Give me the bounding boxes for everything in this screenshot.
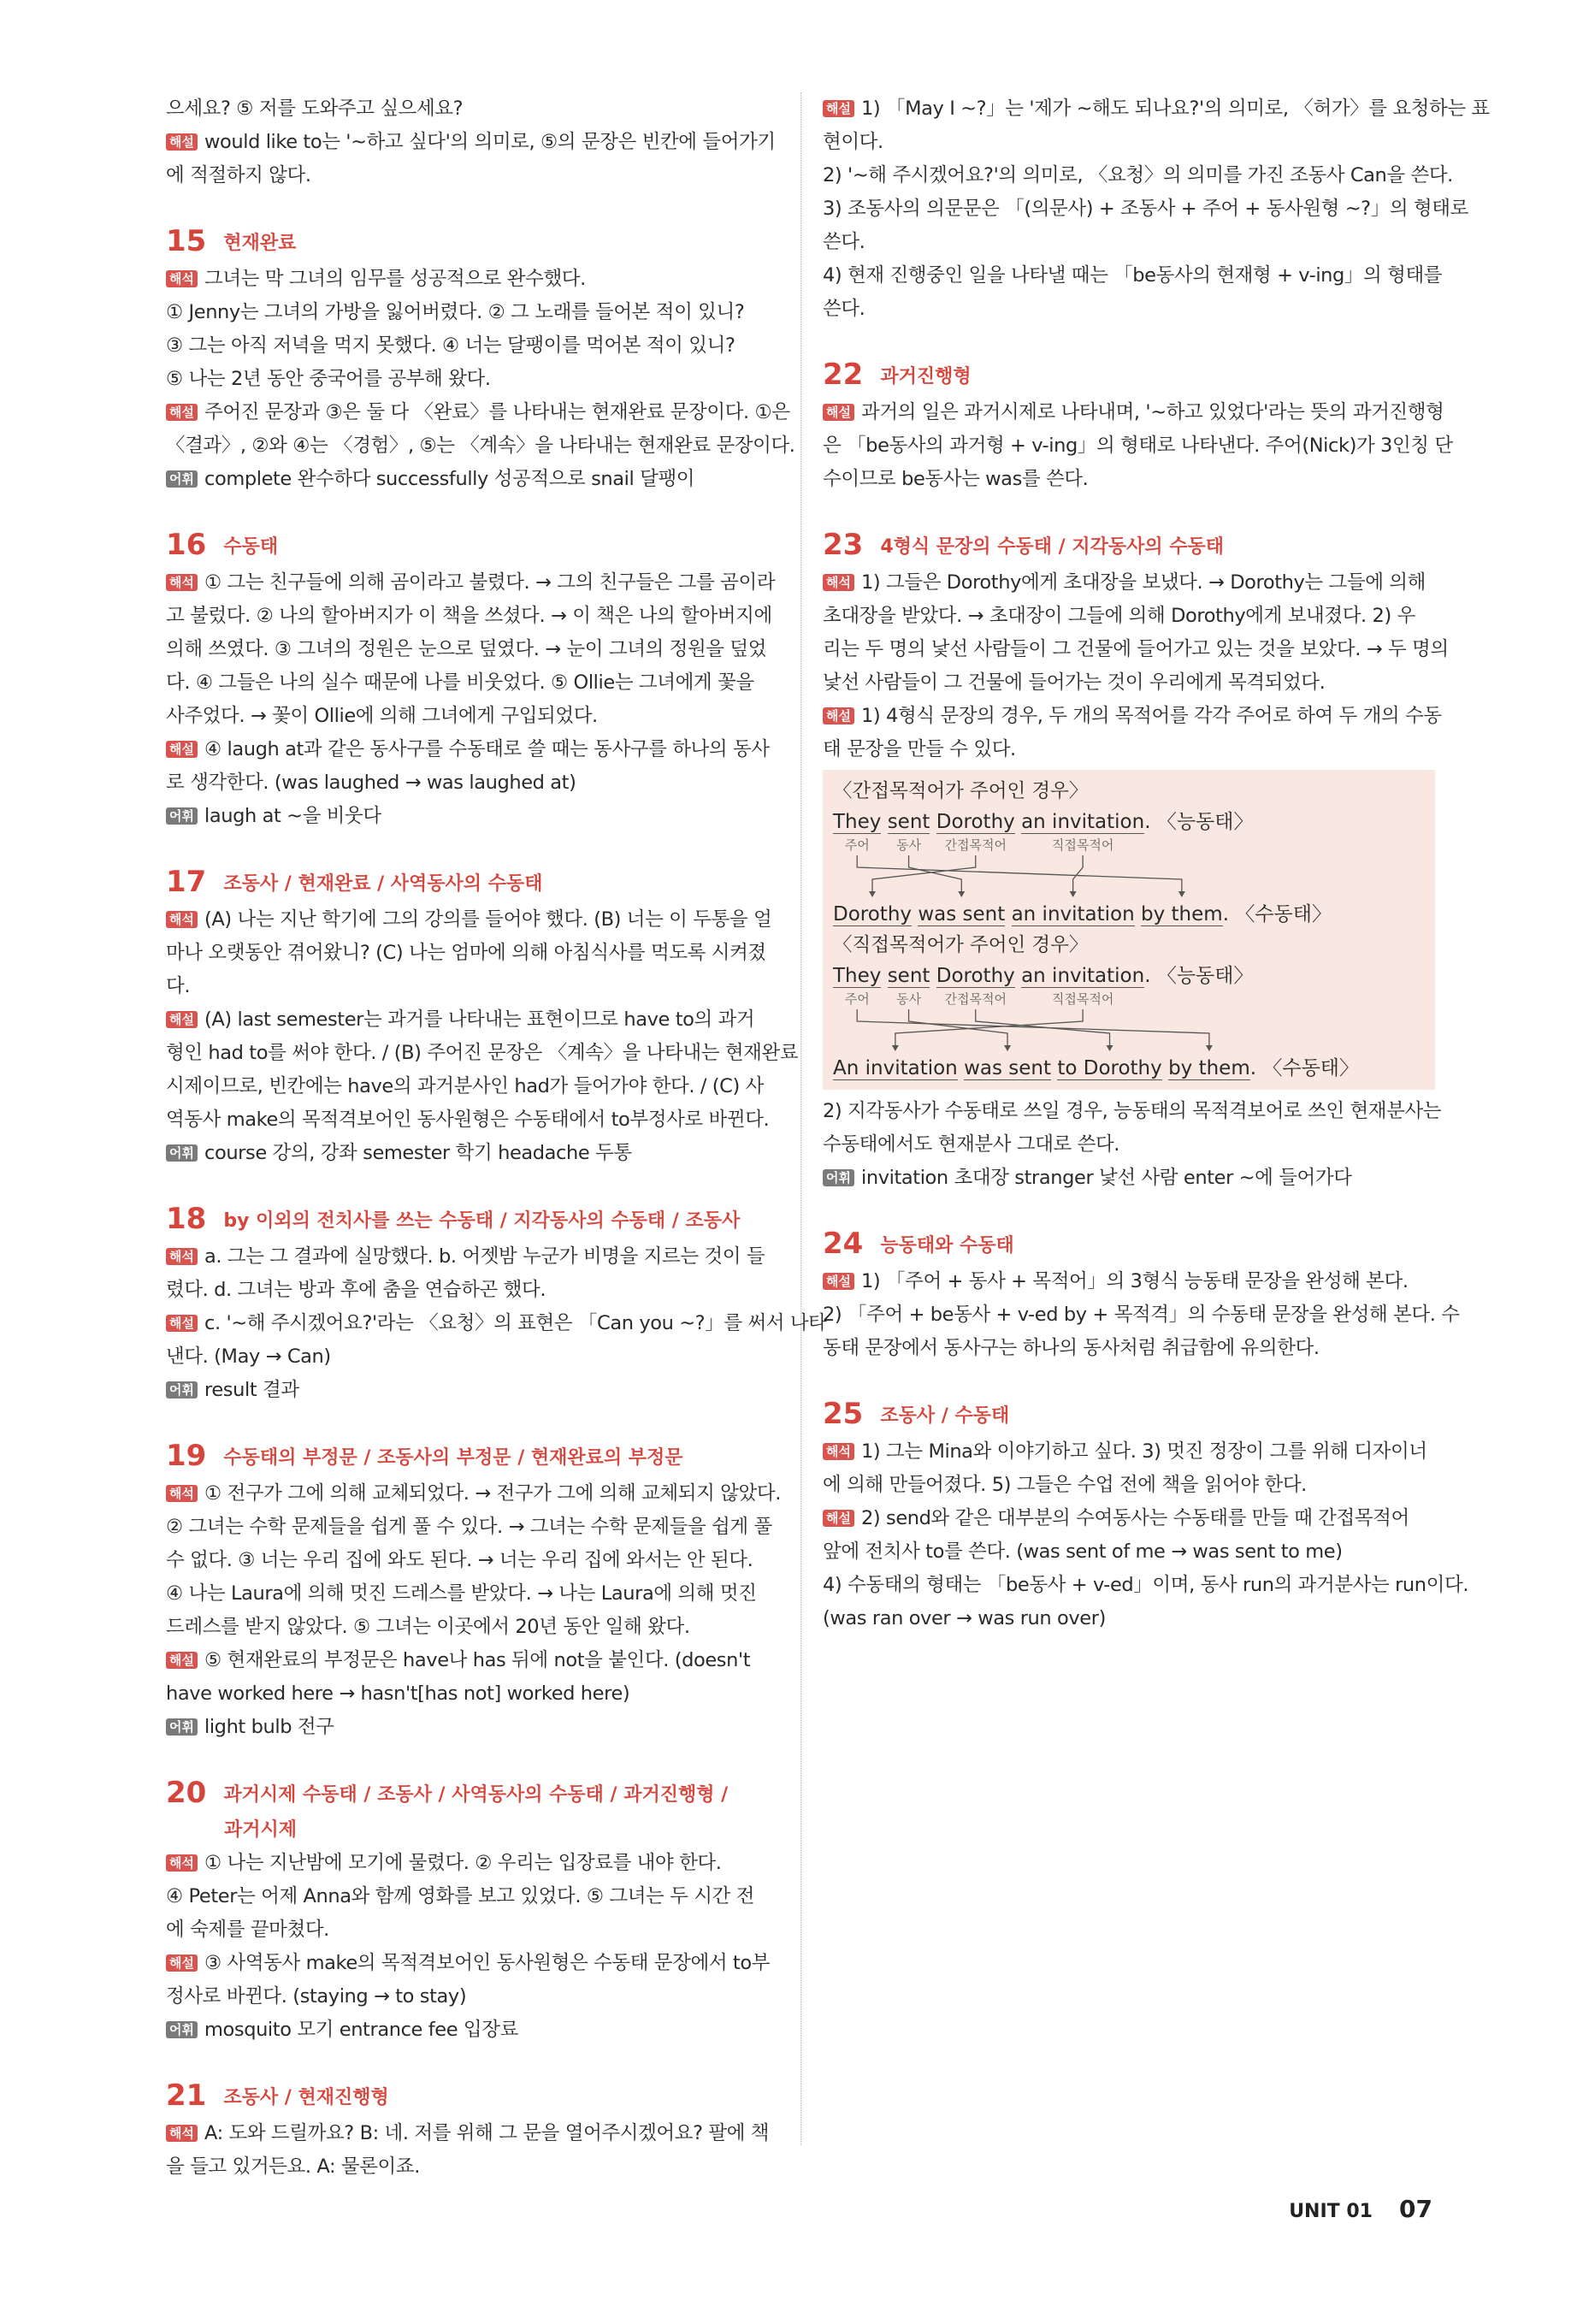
text-line [166, 1611, 780, 1644]
line-text: invitation 초대장 stranger 낯선 사람 enter ~에 들어가다 [860, 1167, 1352, 1189]
label-tag: 해석 [166, 1854, 198, 1872]
line-text: 로 생각한다. (was laughed → was laughed at) [166, 772, 576, 794]
arrow-head [1070, 891, 1077, 897]
line-text: A: 도와 드릴까요? B: 네. 저를 위해 그 문을 열어주시겠어요? 팔에 책 [204, 2122, 770, 2144]
text-line [823, 1332, 1435, 1365]
line-text: 2) 지각동사가 수동태로 쓰일 경우, 능동태의 목적격보어로 쓰인 현재분사는 [823, 1100, 1442, 1122]
text-line [166, 1003, 780, 1037]
question-number: 20 [166, 1776, 207, 1810]
section-topic: 조동사 / 현재진행형 [223, 2087, 389, 2108]
line-text: 낯선 사람들이 그 건물에 들어가는 것이 우리에게 목격되었다. [823, 671, 1326, 694]
answer-section [166, 1197, 827, 1407]
text-line [166, 1240, 780, 1274]
text-line [166, 766, 780, 800]
text-line [166, 1947, 780, 1980]
sentence-word: by them [1141, 903, 1223, 925]
vocab-tag: 어휘 [166, 470, 198, 488]
voice-label: . 〈능동태〉 [1144, 965, 1254, 987]
arrow-head [869, 891, 876, 897]
text-line [823, 633, 1449, 666]
line-text: 수동태에서도 현재분사 그대로 쓴다. [823, 1133, 1120, 1156]
text-line [166, 296, 780, 329]
line-text: have worked here → hasn't[has not] worked here) [166, 1682, 630, 1705]
label-tag: 해설 [166, 741, 198, 758]
line-text: 수이므로 be동사는 was를 쓴다. [823, 468, 1089, 490]
section-header [823, 523, 1435, 566]
role-label: 직접목적어 [1051, 991, 1114, 1007]
label-tag: 해석 [823, 574, 854, 591]
text-line [823, 733, 1435, 766]
answer-section [166, 2074, 780, 2184]
label-tag: 해설 [823, 1273, 854, 1290]
section-header [823, 1393, 1435, 1435]
page-number: 07 [1399, 2195, 1432, 2223]
label-tag: 해설 [166, 1011, 198, 1028]
line-text: 리는 두 명의 낯선 사람들이 그 건물에 들어가고 있는 것을 보았다. → 두 명의 [823, 638, 1449, 660]
label-tag: 해설 [823, 100, 854, 117]
question-number: 22 [823, 358, 864, 392]
vocab-tag: 어휘 [166, 1718, 198, 1736]
section-header [166, 220, 780, 263]
sentence-word: Dorothy [833, 903, 913, 925]
section-topic-cont: 과거시제 [224, 1819, 298, 1841]
line-text: 4) 수동태의 형태는 「be동사 + v-ed」이며, 동사 run의 과거분사는 run이다. [823, 1574, 1469, 1596]
section-header [166, 1434, 780, 1477]
text-line [166, 2014, 780, 2047]
left-column [166, 92, 827, 2184]
line-text: 에 적절하지 않다. [166, 164, 311, 186]
question-number: 21 [166, 2079, 207, 2113]
text-line [823, 1128, 1435, 1162]
question-number: 19 [166, 1439, 207, 1473]
text-line [823, 293, 1435, 326]
text-line [166, 600, 780, 633]
line-text: c. '~해 주시겠어요?'라는 〈요청〉의 표현은 「Can you ~?」를 써서 나타 [204, 1312, 827, 1334]
line-text: 1) 그는 Mina와 이야기하고 싶다. 3) 멋진 정장이 그를 위해 디자이너 [860, 1440, 1427, 1463]
continued-answer [823, 92, 1490, 326]
sentence-word: Dorothy [936, 965, 1015, 987]
section-topic: 과거진행형 [880, 366, 972, 387]
line-text: 2) 「주어 + be동사 + v-ed by + 목적격」의 수동태 문장을 완성해 본다. 수 [823, 1304, 1460, 1326]
vocab-tag: 어휘 [166, 807, 198, 825]
label-tag: 해석 [166, 911, 198, 928]
text-line [823, 1095, 1442, 1128]
text-line [166, 1644, 780, 1677]
line-text: 쓴다. [823, 298, 865, 320]
line-text: 1) 「주어 + 동사 + 목적어」의 3형식 능동태 문장을 완성해 본다. [860, 1270, 1409, 1292]
label-tag: 해설 [166, 1315, 198, 1332]
sentence-word: sent [887, 811, 930, 833]
text-line [166, 159, 780, 192]
section-topic: 능동태와 수동태 [880, 1235, 1014, 1257]
diagram-caption: 〈직접목적어가 주어인 경우〉 [833, 934, 1089, 956]
question-number: 17 [166, 865, 207, 899]
line-text: 앞에 전치사 to를 쓴다. (was sent of me → was sent to me) [823, 1540, 1343, 1563]
text-line [166, 1847, 780, 1880]
label-tag: 해설 [166, 133, 198, 151]
line-text: 〈결과〉, ②와 ④는 〈경험〉, ⑤는 〈계속〉을 나타내는 현재완료 문장이다. [166, 435, 795, 457]
line-text: ① 전구가 그에 의해 교체되었다. → 전구가 그에 의해 교체되지 않았다. [204, 1482, 781, 1505]
answer-section [166, 860, 799, 1170]
connector-line [909, 1009, 1007, 1050]
question-number: 15 [166, 224, 207, 258]
line-text: 주어진 문장과 ③은 둘 다 〈완료〉를 나타내는 현재완료 문장이다. ①은 [204, 401, 790, 423]
text-line [823, 159, 1453, 192]
section-header [166, 523, 780, 566]
text-line [823, 1265, 1435, 1298]
example-sentence [833, 807, 1425, 837]
line-text: 다. ④ 그들은 나의 실수 때문에 나를 비웃었다. ⑤ Ollie는 그녀에게 꽃을 [166, 671, 754, 694]
text-line [166, 1037, 799, 1070]
text-line [166, 1103, 780, 1137]
connector-line [857, 1009, 1209, 1050]
line-text: ⑤ 나는 2년 동안 중국어를 공부해 왔다. [166, 368, 491, 390]
line-text: ① Jenny는 그녀의 가방을 잃어버렸다. ② 그 노래를 들어본 적이 있니? [166, 301, 745, 323]
text-line [166, 396, 790, 429]
text-line [823, 92, 1490, 126]
connector-line [909, 855, 962, 896]
vocab-tag: 어휘 [823, 1169, 854, 1186]
line-text: 을 들고 있거든요. A: 물론이죠. [166, 2155, 420, 2178]
vocab-tag: 어휘 [166, 1144, 198, 1162]
vocab-tag: 어휘 [166, 2021, 198, 2038]
arrow-head [1206, 1045, 1213, 1051]
voice-label: . 〈수동태〉 [1249, 1057, 1360, 1079]
section-header [166, 860, 780, 903]
answer-section [166, 523, 780, 833]
text-line [166, 126, 780, 159]
text-line [166, 1677, 780, 1711]
line-text: (A) 나는 지난 학기에 그의 강의를 들어야 했다. (B) 너는 이 두통을 얼 [204, 908, 772, 931]
text-line [166, 633, 780, 666]
sentence-word: by them [1168, 1057, 1250, 1079]
text-line [166, 800, 780, 833]
text-line [823, 463, 1435, 496]
answer-section [823, 353, 1453, 496]
section-topic: 수동태의 부정문 / 조동사의 부정문 / 현재완료의 부정문 [223, 1447, 683, 1469]
sentence-word: They [833, 965, 882, 987]
line-text: 정사로 바뀐다. (staying → to stay) [166, 1985, 467, 2008]
answer-section [166, 220, 795, 496]
text-line [823, 1569, 1469, 1602]
question-number: 18 [166, 1202, 207, 1236]
line-text: 현이다. [823, 131, 883, 153]
text-line [166, 1137, 780, 1170]
text-line [166, 429, 795, 463]
line-text: 형인 had to를 써야 한다. / (B) 주어진 문장은 〈계속〉을 나타내는 현재완료 [166, 1042, 799, 1064]
sentence-word: an invitation [1021, 811, 1145, 833]
line-text: ⑤ 현재완료의 부정문은 have나 has 뒤에 not을 붙인다. (doesn't [204, 1649, 751, 1671]
line-text: ③ 사역동사 make의 목적격보어인 동사원형은 수동태 문장에서 to부 [204, 1952, 771, 1974]
section-topic: 조동사 / 현재완료 / 사역동사의 수동태 [223, 873, 543, 895]
line-text: 2) send와 같은 대부분의 수여동사는 수동태를 만들 때 간접목적어 [860, 1507, 1409, 1529]
voice-diagram [823, 770, 1435, 1090]
section-topic: 조동사 / 수동태 [880, 1405, 1010, 1427]
line-text: course 강의, 강좌 semester 학기 headache 두통 [204, 1142, 632, 1164]
text-line [166, 1307, 827, 1340]
continued-answer [166, 92, 780, 192]
label-tag: 해석 [166, 574, 198, 591]
label-tag: 해석 [166, 2125, 198, 2142]
sentence-word: Dorothy [936, 811, 1015, 833]
connector-arrows [833, 1008, 1425, 1054]
section-header-cont [166, 1814, 780, 1847]
line-text: 3) 조동사의 의문문은 「(의문사) + 조동사 + 주어 + 동사원형 ~?」의 형태로 [823, 198, 1468, 220]
text-line [166, 1544, 780, 1577]
line-text: ④ Peter는 어제 Anna와 함께 영화를 보고 있었다. ⑤ 그녀는 두 시간 전 [166, 1885, 754, 1907]
label-tag: 해석 [166, 1485, 198, 1502]
section-header [166, 1197, 780, 1240]
sentence-word: sent [887, 965, 930, 987]
role-label: 주어 [844, 991, 870, 1007]
section-topic: 현재완료 [223, 233, 297, 254]
example-sentence [833, 961, 1425, 991]
line-text: 시제이므로, 빈칸에는 have의 과거분사인 had가 들어가야 한다. / (C) 사 [166, 1075, 764, 1097]
line-text: 드레스를 받지 않았다. ⑤ 그녀는 이곳에서 20년 동안 일해 왔다. [166, 1616, 690, 1638]
line-text: a. 그는 그 결과에 실망했다. b. 어젯밤 누군가 비명을 지르는 것이 들 [204, 1245, 765, 1268]
text-line [823, 566, 1435, 600]
role-label: 주어 [844, 837, 870, 853]
text-line [166, 2150, 780, 2184]
column-divider [800, 92, 801, 2145]
text-line [823, 600, 1435, 633]
section-topic: 4형식 문장의 수동태 / 지각동사의 수동태 [880, 536, 1224, 558]
sentence-word: an invitation [1011, 903, 1135, 925]
line-text: 태 문장을 만들 수 있다. [823, 738, 1016, 760]
text-line [166, 329, 780, 363]
text-line [823, 259, 1443, 293]
text-line [166, 1274, 780, 1307]
section-header [823, 353, 1435, 396]
text-line [166, 970, 780, 1003]
answer-section [823, 1393, 1469, 1635]
line-text: ④ laugh at과 같은 동사구를 수동태로 쓸 때는 동사구를 하나의 동사 [204, 738, 770, 760]
line-text: mosquito 모기 entrance fee 입장료 [204, 2019, 518, 2041]
role-label: 직접목적어 [1051, 837, 1114, 853]
connector-arrows [833, 854, 1425, 900]
line-text: 으세요? ⑤ 저를 도와주고 싶으세요? [166, 98, 464, 120]
label-tag: 해설 [823, 707, 854, 724]
page-footer [1289, 2195, 1432, 2223]
label-tag: 해석 [166, 1248, 198, 1265]
text-line [823, 226, 1435, 259]
text-line [166, 1477, 780, 1511]
sentence-word: An invitation [833, 1057, 958, 1079]
line-text: 렸다. d. 그녀는 방과 후에 춤을 연습하곤 했다. [166, 1279, 546, 1301]
arrow-lines [833, 854, 1425, 900]
example-sentence [833, 900, 1425, 929]
line-text: 동태 문장에서 동사구는 하나의 동사처럼 취급함에 유의한다. [823, 1337, 1320, 1359]
line-text: 사주었다. → 꽃이 Ollie에 의해 그녀에게 구입되었다. [166, 705, 598, 727]
text-line [166, 1711, 780, 1744]
text-line [166, 1511, 780, 1544]
text-line [166, 363, 780, 396]
text-line [166, 92, 780, 126]
line-text: (A) last semester는 과거를 나타내는 표현이므로 have to의 과거 [204, 1008, 755, 1031]
label-tag: 해석 [823, 1443, 854, 1460]
line-text: result 결과 [204, 1379, 299, 1401]
text-line [823, 700, 1442, 733]
arrow-head [958, 891, 965, 897]
section-header [823, 1222, 1435, 1265]
sentence-word: to Dorothy [1057, 1057, 1162, 1079]
text-line [166, 700, 780, 733]
text-line [166, 263, 780, 296]
text-line [166, 1374, 780, 1407]
role-labels [833, 837, 1425, 854]
label-tag: 해설 [823, 404, 854, 421]
role-label: 간접목적어 [944, 837, 1007, 853]
sentence-word: an invitation [1021, 965, 1145, 987]
label-tag: 해설 [166, 1954, 198, 1972]
answer-section [823, 523, 1449, 1195]
text-line [823, 396, 1444, 429]
question-number: 24 [823, 1227, 864, 1261]
text-line [166, 566, 780, 600]
answer-section [823, 1222, 1460, 1365]
text-line [823, 1535, 1435, 1569]
voice-label: . 〈수동태〉 [1222, 903, 1332, 925]
text-line [166, 463, 780, 496]
connector-line [895, 1009, 1083, 1050]
role-labels [833, 991, 1425, 1008]
text-line [823, 192, 1468, 226]
line-text: 고 불렀다. ② 나의 할아버지가 이 책을 쓰셨다. → 이 책은 나의 할아버지에 [166, 605, 772, 627]
question-number: 25 [823, 1397, 864, 1431]
label-tag: 해설 [823, 1510, 854, 1527]
line-text: ② 그녀는 수학 문제들을 쉽게 풀 수 있다. → 그녀는 수학 문제들을 쉽게 풀 [166, 1516, 772, 1538]
example-sentence [833, 1054, 1425, 1083]
line-text: ④ 나는 Laura에 의해 멋진 드레스를 받았다. → 나는 Laura에 의해 멋진 [166, 1582, 757, 1605]
role-label: 동사 [896, 837, 922, 853]
answer-section [166, 1771, 780, 2047]
arrow-head [1107, 1045, 1113, 1051]
right-column [823, 92, 1490, 1635]
line-text: ③ 그는 아직 저녁을 먹지 못했다. ④ 너는 달팽이를 먹어본 적이 있니? [166, 334, 735, 357]
text-line [823, 1298, 1460, 1332]
section-topic: by 이외의 전치사를 쓰는 수동태 / 지각동사의 수동태 / 조동사 [223, 1210, 741, 1232]
label-tag: 해석 [166, 270, 198, 287]
connector-line [872, 855, 976, 896]
text-line [823, 1502, 1435, 1535]
line-text: 역동사 make의 목적격보어인 동사원형은 수동태에서 to부정사로 바뀐다. [166, 1109, 770, 1131]
text-line [166, 1880, 780, 1913]
role-label: 동사 [896, 991, 922, 1007]
line-text: 4) 현재 진행중인 일을 나타낼 때는 「be동사의 현재형 + v-ing」의 형태를 [823, 264, 1443, 287]
role-label: 간접목적어 [944, 991, 1007, 1007]
line-text: would like to는 '~하고 싶다'의 의미로, ⑤의 문장은 빈칸에 들어가기 [204, 131, 776, 153]
text-line [166, 733, 780, 766]
section-topic: 과거시제 수동태 / 조동사 / 사역동사의 수동태 / 과거진행형 / [223, 1784, 729, 1806]
unit-label: UNIT 01 [1289, 2201, 1373, 2222]
line-text: 그녀는 막 그녀의 임무를 성공적으로 완수했다. [204, 268, 586, 290]
connector-line [976, 1009, 1110, 1050]
text-line [166, 2117, 780, 2150]
line-text: 1) 그들은 Dorothy에게 초대장을 보냈다. → Dorothy는 그들에 의해 [860, 571, 1426, 594]
arrow-head [892, 1045, 899, 1051]
line-text: 초대장을 받았다. → 초대장이 그들에 의해 Dorothy에게 보내졌다. 2) 우 [823, 605, 1415, 627]
section-topic: 수동태 [223, 536, 279, 558]
line-text: 1) 4형식 문장의 경우, 두 개의 목적어를 각각 주어로 하여 두 개의 수동 [860, 705, 1442, 727]
sentence-word: They [833, 811, 882, 833]
line-text: ① 나는 지난밤에 모기에 물렸다. ② 우리는 입장료를 내야 한다. [204, 1852, 722, 1874]
text-line [823, 1435, 1435, 1469]
section-header [166, 1771, 780, 1814]
arrow-head [1004, 1045, 1011, 1051]
line-text: light bulb 전구 [204, 1716, 334, 1738]
line-text: 1) 「May I ~?」는 '제가 ~해도 되나요?'의 의미로, 〈허가〉를 요청하는 표 [860, 98, 1490, 120]
answer-section [166, 1434, 780, 1744]
line-text: laugh at ~을 비웃다 [204, 805, 381, 827]
line-text: 낸다. (May → Can) [166, 1345, 331, 1368]
line-text: 수 없다. ③ 너는 우리 집에 와도 된다. → 너는 우리 집에 와서는 안 된다. [166, 1549, 753, 1571]
vocab-tag: 어휘 [166, 1381, 198, 1399]
section-header [166, 2074, 780, 2117]
text-line [166, 1980, 780, 2014]
line-text: 의해 쓰였다. ③ 그녀의 정원은 눈으로 덮였다. → 눈이 그녀의 정원을 덮었 [166, 638, 767, 660]
arrow-lines [833, 1008, 1425, 1054]
question-number: 16 [166, 528, 207, 562]
question-number: 23 [823, 528, 864, 562]
line-text: 은 「be동사의 과거형 + v-ing」의 형태로 나타낸다. 주어(Nick)가 3인칭 단 [823, 435, 1453, 457]
line-text: 에 의해 만들어졌다. 5) 그들은 수업 전에 책을 읽어야 한다. [823, 1474, 1307, 1496]
text-line [823, 666, 1435, 700]
line-text: 에 숙제를 끝마쳤다. [166, 1919, 329, 1941]
text-line [823, 1469, 1435, 1502]
diagram-caption: 〈간접목적어가 주어인 경우〉 [833, 780, 1089, 802]
arrow-head [1178, 891, 1185, 897]
line-text: complete 완수하다 successfully 성공적으로 snail 달팽이 [204, 468, 695, 490]
line-text: (was ran over → was run over) [823, 1607, 1106, 1629]
text-line [166, 937, 780, 970]
sentence-word: was sent [918, 903, 1006, 925]
line-text: 과거의 일은 과거시제로 나타내며, '~하고 있었다'라는 뜻의 과거진행형 [860, 401, 1444, 423]
text-line [166, 903, 780, 937]
label-tag: 해설 [166, 404, 198, 421]
text-line [166, 1340, 780, 1374]
line-text: 2) '~해 주시겠어요?'의 의미로, 〈요청〉의 의미를 가진 조동사 Can을 쓴다. [823, 164, 1453, 186]
voice-label: . 〈능동태〉 [1144, 811, 1254, 833]
line-text: 마나 오랫동안 겪어왔니? (C) 나는 엄마에 의해 아침식사를 먹도록 시켜졌 [166, 942, 766, 964]
text-line [823, 126, 1435, 159]
label-tag: 해설 [166, 1652, 198, 1669]
text-line [823, 429, 1453, 463]
line-text: ① 그는 친구들에 의해 곰이라고 불렸다. → 그의 친구들은 그를 곰이라 [204, 571, 776, 594]
text-line [166, 1913, 780, 1947]
text-line [823, 1162, 1435, 1195]
line-text: 다. [166, 975, 191, 997]
sentence-word: was sent [964, 1057, 1052, 1079]
text-line [823, 1602, 1435, 1635]
line-text: 쓴다. [823, 231, 865, 253]
text-line [166, 1070, 780, 1103]
text-line [166, 666, 780, 700]
text-line [166, 1577, 780, 1611]
